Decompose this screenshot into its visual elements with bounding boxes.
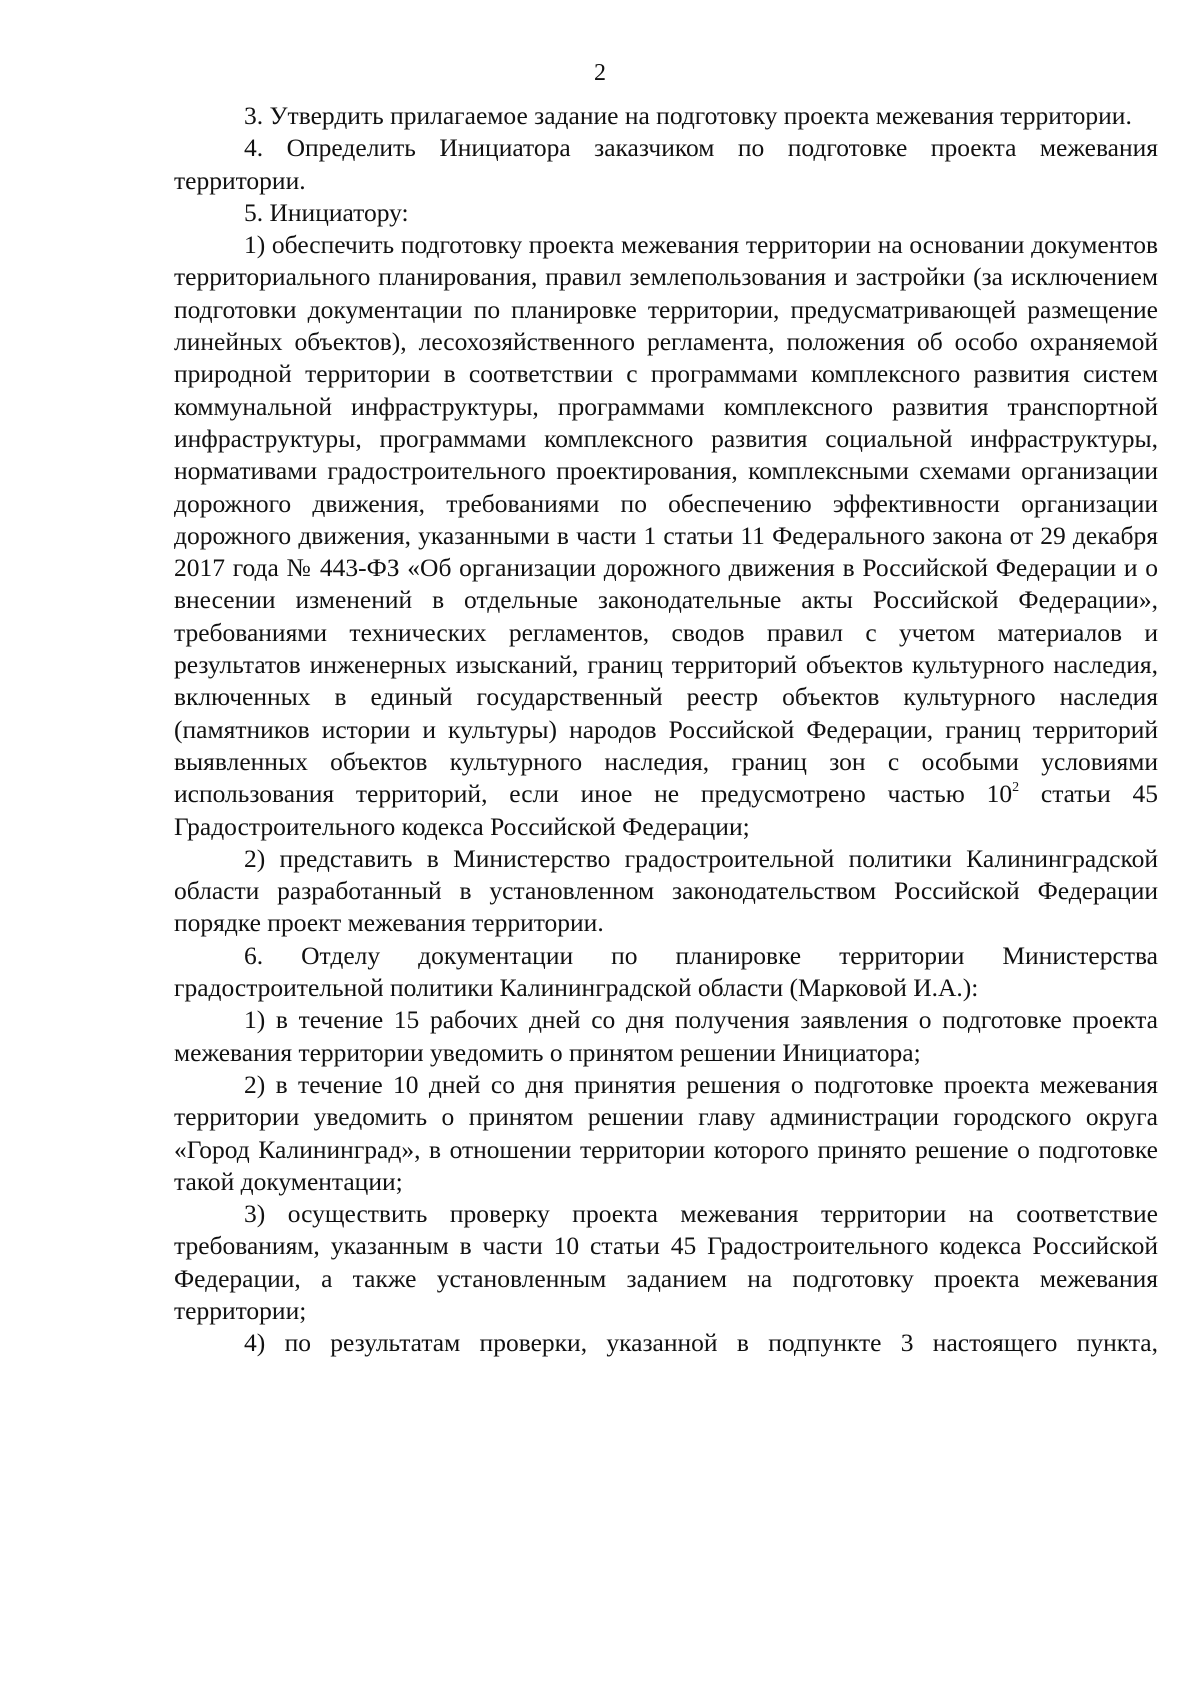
page-number: 2 — [594, 60, 606, 86]
paragraph-5-1-text-tail: статьи 45 Градостроительного кодекса Российской Федерации; — [174, 779, 1159, 841]
document-body — [174, 100, 1158, 1360]
paragraph-3: 3. Утвердить прилагаемое задание на подготовку проекта межевания территории. — [244, 101, 1132, 130]
paragraph-5-1 — [174, 229, 1158, 843]
paragraph-5-2: 2) представить в Министерство градостроительной политики Калининградской области разработанный в установленном законодательством Российской Федерации порядке проект межевания территории. — [174, 843, 1158, 938]
paragraph-5: 5. Инициатору: — [244, 197, 409, 227]
paragraph-5-1-text: 1) обеспечить подготовку проекта межевания территории на основании документов территориального планирования, правил землепользования и застройки (за исключением подготовки документации по планировке территории, предусматривающей размещение линейных объектов), лесохозяйственного регламента, положения об особо охраняемой природной территории в соответствии с программами комплексного развития систем коммунальной инфраструктуры, программами комплексного развития транспортной инфраструктуры, программами комплексного развития социальной инфраструктуры, нормативами градостроительного проектирования, комплексными схемами организации дорожного движения, требованиями по обеспечению эффективности организации дорожного движения, указанными в части 1 статьи 11 Федерального закона от 29 декабря 2017 года № 443-ФЗ «Об организации дорожного движения в Российской Федерации и о внесении изменений в отдельные законодательные акты Российской Федерации», требованиями технических регламентов, сводов правил с учетом материалов и результатов инженерных изысканий, границ территорий объектов культурного наследия, включенных в единый государственный реестр объектов культурного наследия (памятников истории и культуры) народов Российской Федерации, границ территорий выявленных объектов культурного наследия, границ зон с особыми условиями использования территорий, если иное не предусмотрено частью 10 — [174, 230, 1158, 809]
paragraph-6-1: 1) в течение 15 рабочих дней со дня получения заявления о подготовке проекта межевания территории уведомить о принятом решении Инициатора; — [174, 1005, 1158, 1067]
paragraph-4: 4. Определить Инициатора заказчиком по подготовке проекта межевания территории. — [174, 133, 1158, 195]
paragraph-6: 6. Отделу документации по планировке территории Министерства градостроительной политики Калининградской области (Марковой И.А.): — [174, 940, 1158, 1003]
superscript: 2 — [1012, 779, 1020, 795]
paragraph-6-4: 4) по результатам проверки, указанной в подпункте 3 настоящего пункта, — [244, 1328, 1158, 1358]
paragraph-6-3: 3) осуществить проверку проекта межевания территории на соответствие требованиям, указанным в части 10 статьи 45 Градостроительного кодекса Российской Федерации, а также установленным заданием на подготовку проекта межевания территории; — [174, 1199, 1158, 1325]
paragraph-6-2: 2) в течение 10 дней со дня принятия решения о подготовке проекта межевания территории уведомить о принятом решении главу администрации городского округа «Город Калининград», в отношении территории которого принято решение о подготовке такой документации; — [174, 1069, 1158, 1196]
